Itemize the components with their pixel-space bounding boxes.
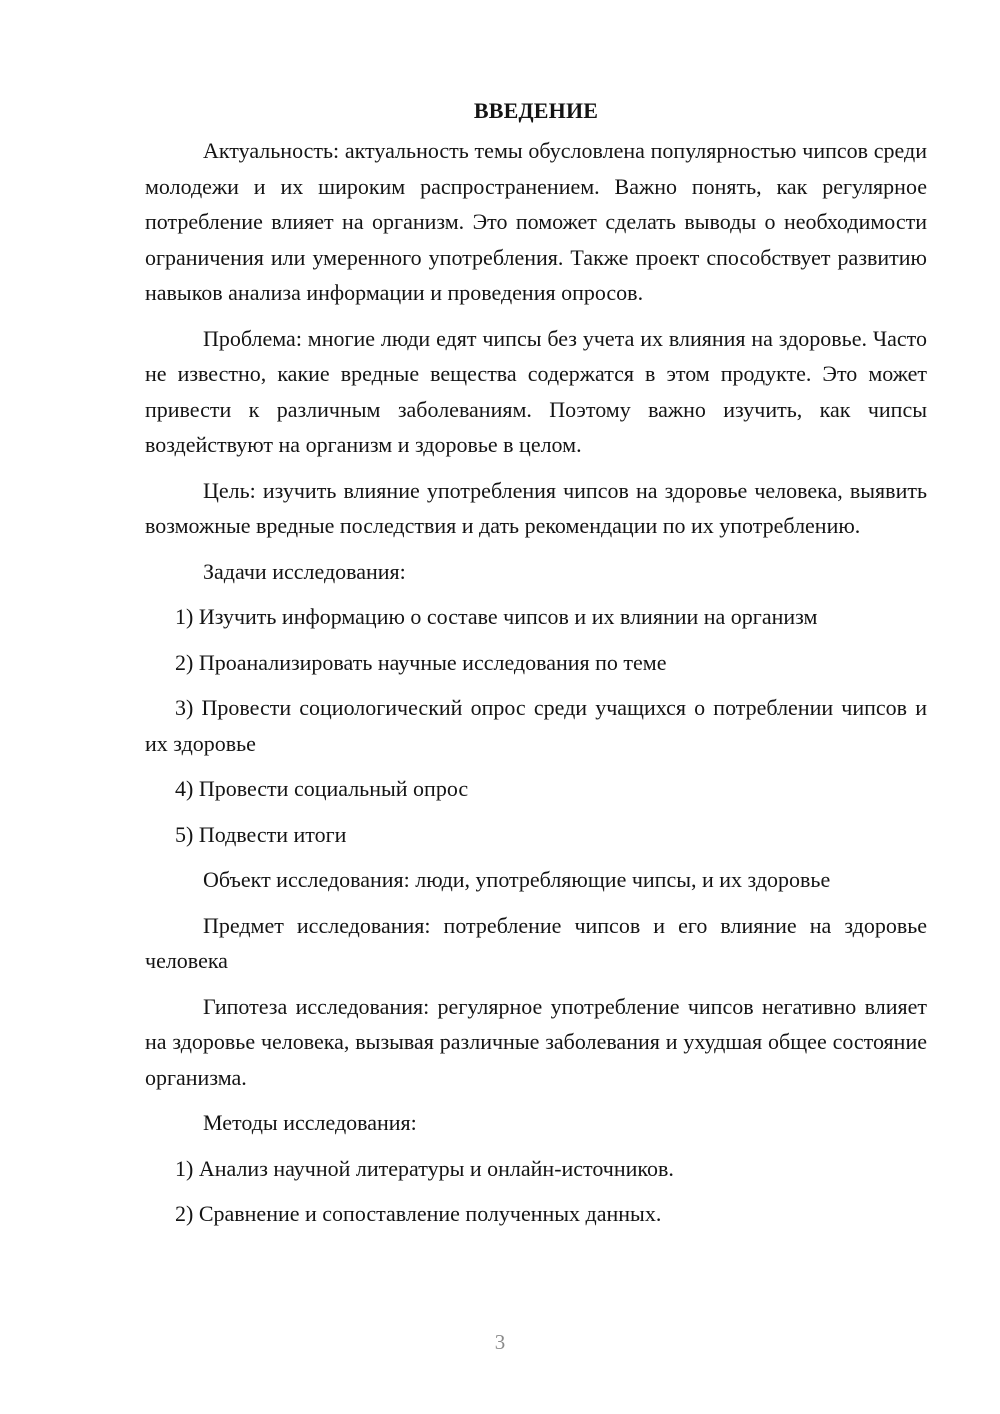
task-item: 2) Проанализировать научные исследования по теме: [175, 649, 667, 675]
task-item: 1) Изучить информацию о составе чипсов и их влиянии на организм: [175, 604, 818, 629]
tasks-heading: Задачи исследования:: [203, 558, 406, 584]
subject-paragraph: Предмет исследования: потребление чипсов и его влияние на здоровье человека: [145, 912, 927, 973]
document-page: [145, 93, 927, 1242]
methods-heading: Методы исследования:: [203, 1110, 417, 1135]
task-item: 4) Провести социальный опрос: [175, 776, 469, 801]
method-item: 1) Анализ научной литературы и онлайн-источников.: [175, 1155, 674, 1181]
hypothesis-paragraph: Гипотеза исследования: регулярное употребление чипсов негативно влияет на здоровье человека, вызывая различные заболевания и ухудшая общее состояние организма.: [145, 993, 927, 1090]
relevance-paragraph: Актуальность: актуальность темы обусловлена популярностью чипсов среди молодежи и их широким распространением. Важно понять, как регулярное потребление влияет на организм. Это поможет сделать выводы о необходимости ограничения или умеренного употребления. Также проект способствует развитию навыков анализа информации и проведения опросов.: [145, 138, 927, 305]
method-item: 2) Сравнение и сопоставление полученных данных.: [175, 1201, 662, 1226]
object-paragraph: Объект исследования: люди, употребляющие чипсы, и их здоровье: [203, 867, 831, 892]
task-item: 3) Провести социологический опрос среди учащихся о потреблении чипсов и их здоровье: [145, 695, 927, 756]
section-title: ВВЕДЕНИЕ: [473, 98, 599, 123]
problem-paragraph: Проблема: многие люди едят чипсы без учета их влияния на здоровье. Часто не известно, какие вредные вещества содержатся в этом продукте. Это может привести к различным заболеваниям. Поэтому важно изучить, как чипсы воздействуют на организм и здоровье в целом.: [145, 325, 927, 457]
goal-paragraph: Цель: изучить влияние употребления чипсов на здоровье человека, выявить возможные вредные последствия и дать рекомендации по их употреблению.: [145, 477, 927, 538]
task-item: 5) Подвести итоги: [175, 821, 347, 847]
page-number: 3: [494, 1330, 506, 1354]
